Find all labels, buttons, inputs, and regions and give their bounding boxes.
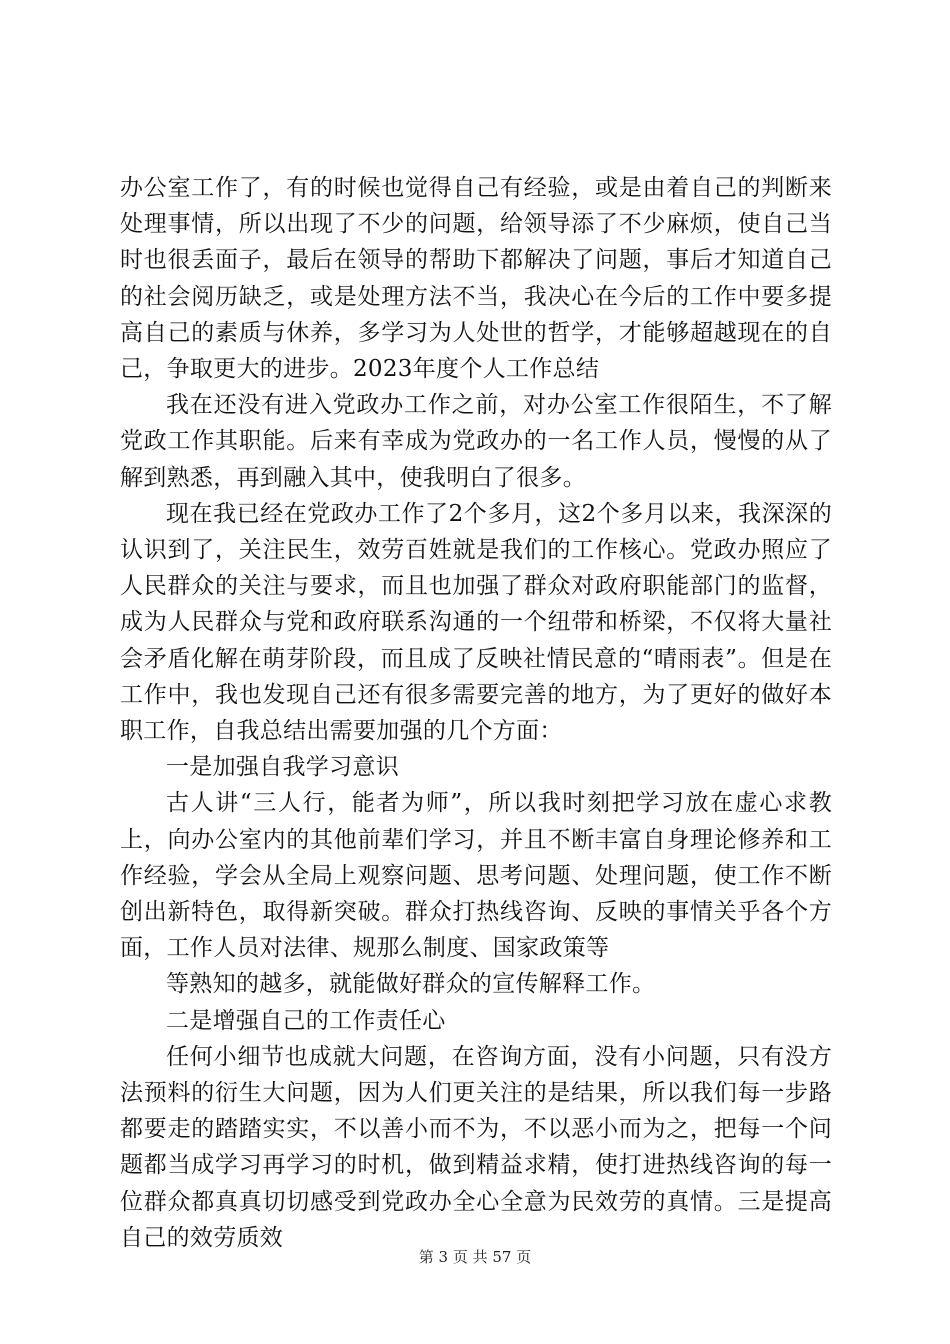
paragraph-6: 等熟知的越多，就能做好群众的宣传解释工作。 bbox=[166, 971, 656, 998]
paragraph-5: 古人讲“三人行，能者为师”，所以我时刻把学习放在虚心求教上，向办公室内的其他前辈们学习，并且不断丰富自身理论修养和工作经验，学会从全局上观察问题、思考问题、处理问题，使工作不断创出新特色，取得新突破。群众打热线咨询、反映的事情关乎各个方面，工作人员对法律、规那么制度、国家政策等 bbox=[120, 790, 832, 962]
paragraph-1: 办公室工作了，有的时候也觉得自己有经验，或是由着自己的判断来处理事情，所以出现了不少的问题，给领导添了不少麻烦，使自己当时也很丢面子，最后在领导的帮助下都解决了问题，事后才知道自己的社会阅历缺乏，或是处理方法不当，我决心在今后的工作中要多提高自己的素质与休养，多学习为人处世的哲学，才能够超越现在的自己，争取更大的进步。2023年度个人工作总结 bbox=[120, 175, 832, 383]
section-heading-1: 一是加强自我学习意识 bbox=[166, 754, 399, 781]
paragraph-3: 现在我已经在党政办工作了2个多月，这2个多月以来，我深深的认识到了，关注民生，效劳百姓就是我们的工作核心。党政办照应了人民群众的关注与要求，而且也加强了群众对政府职能部门的监督，成为人民群众与党和政府联系沟通的一个纽带和桥梁，不仅将大量社会矛盾化解在萌芽阶段，而且成了反映社情民意的“晴雨表”。但是在工作中，我也发现自己还有很多需要完善的地方，为了更好的做好本职工作，自我总结出需要加强的几个方面： bbox=[120, 500, 832, 745]
section-heading-2: 二是增强自己的工作责任心 bbox=[166, 1007, 446, 1034]
page-number-footer: 第 3 页 共 57 页 bbox=[418, 1248, 532, 1266]
paragraph-2: 我在还没有进入党政办工作之前，对办公室工作很陌生，不了解党政工作其职能。后来有幸成为党政办的一名工作人员，慢慢的从了解到熟悉，再到融入其中，使我明白了很多。 bbox=[120, 392, 832, 491]
document-body bbox=[120, 170, 832, 1256]
paragraph-8: 任何小细节也成就大问题，在咨询方面，没有小问题，只有没方法预料的衍生大问题，因为人们更关注的是结果，所以我们每一步路都要走的踏踏实实，不以善小而不为，不以恶小而为之，把每一个问题都当成学习再学习的时机，做到精益求精，使打进热线咨询的每一位群众都真真切切感受到党政办全心全意为民效劳的真情。三是提高自己的效劳质效 bbox=[120, 1043, 832, 1251]
